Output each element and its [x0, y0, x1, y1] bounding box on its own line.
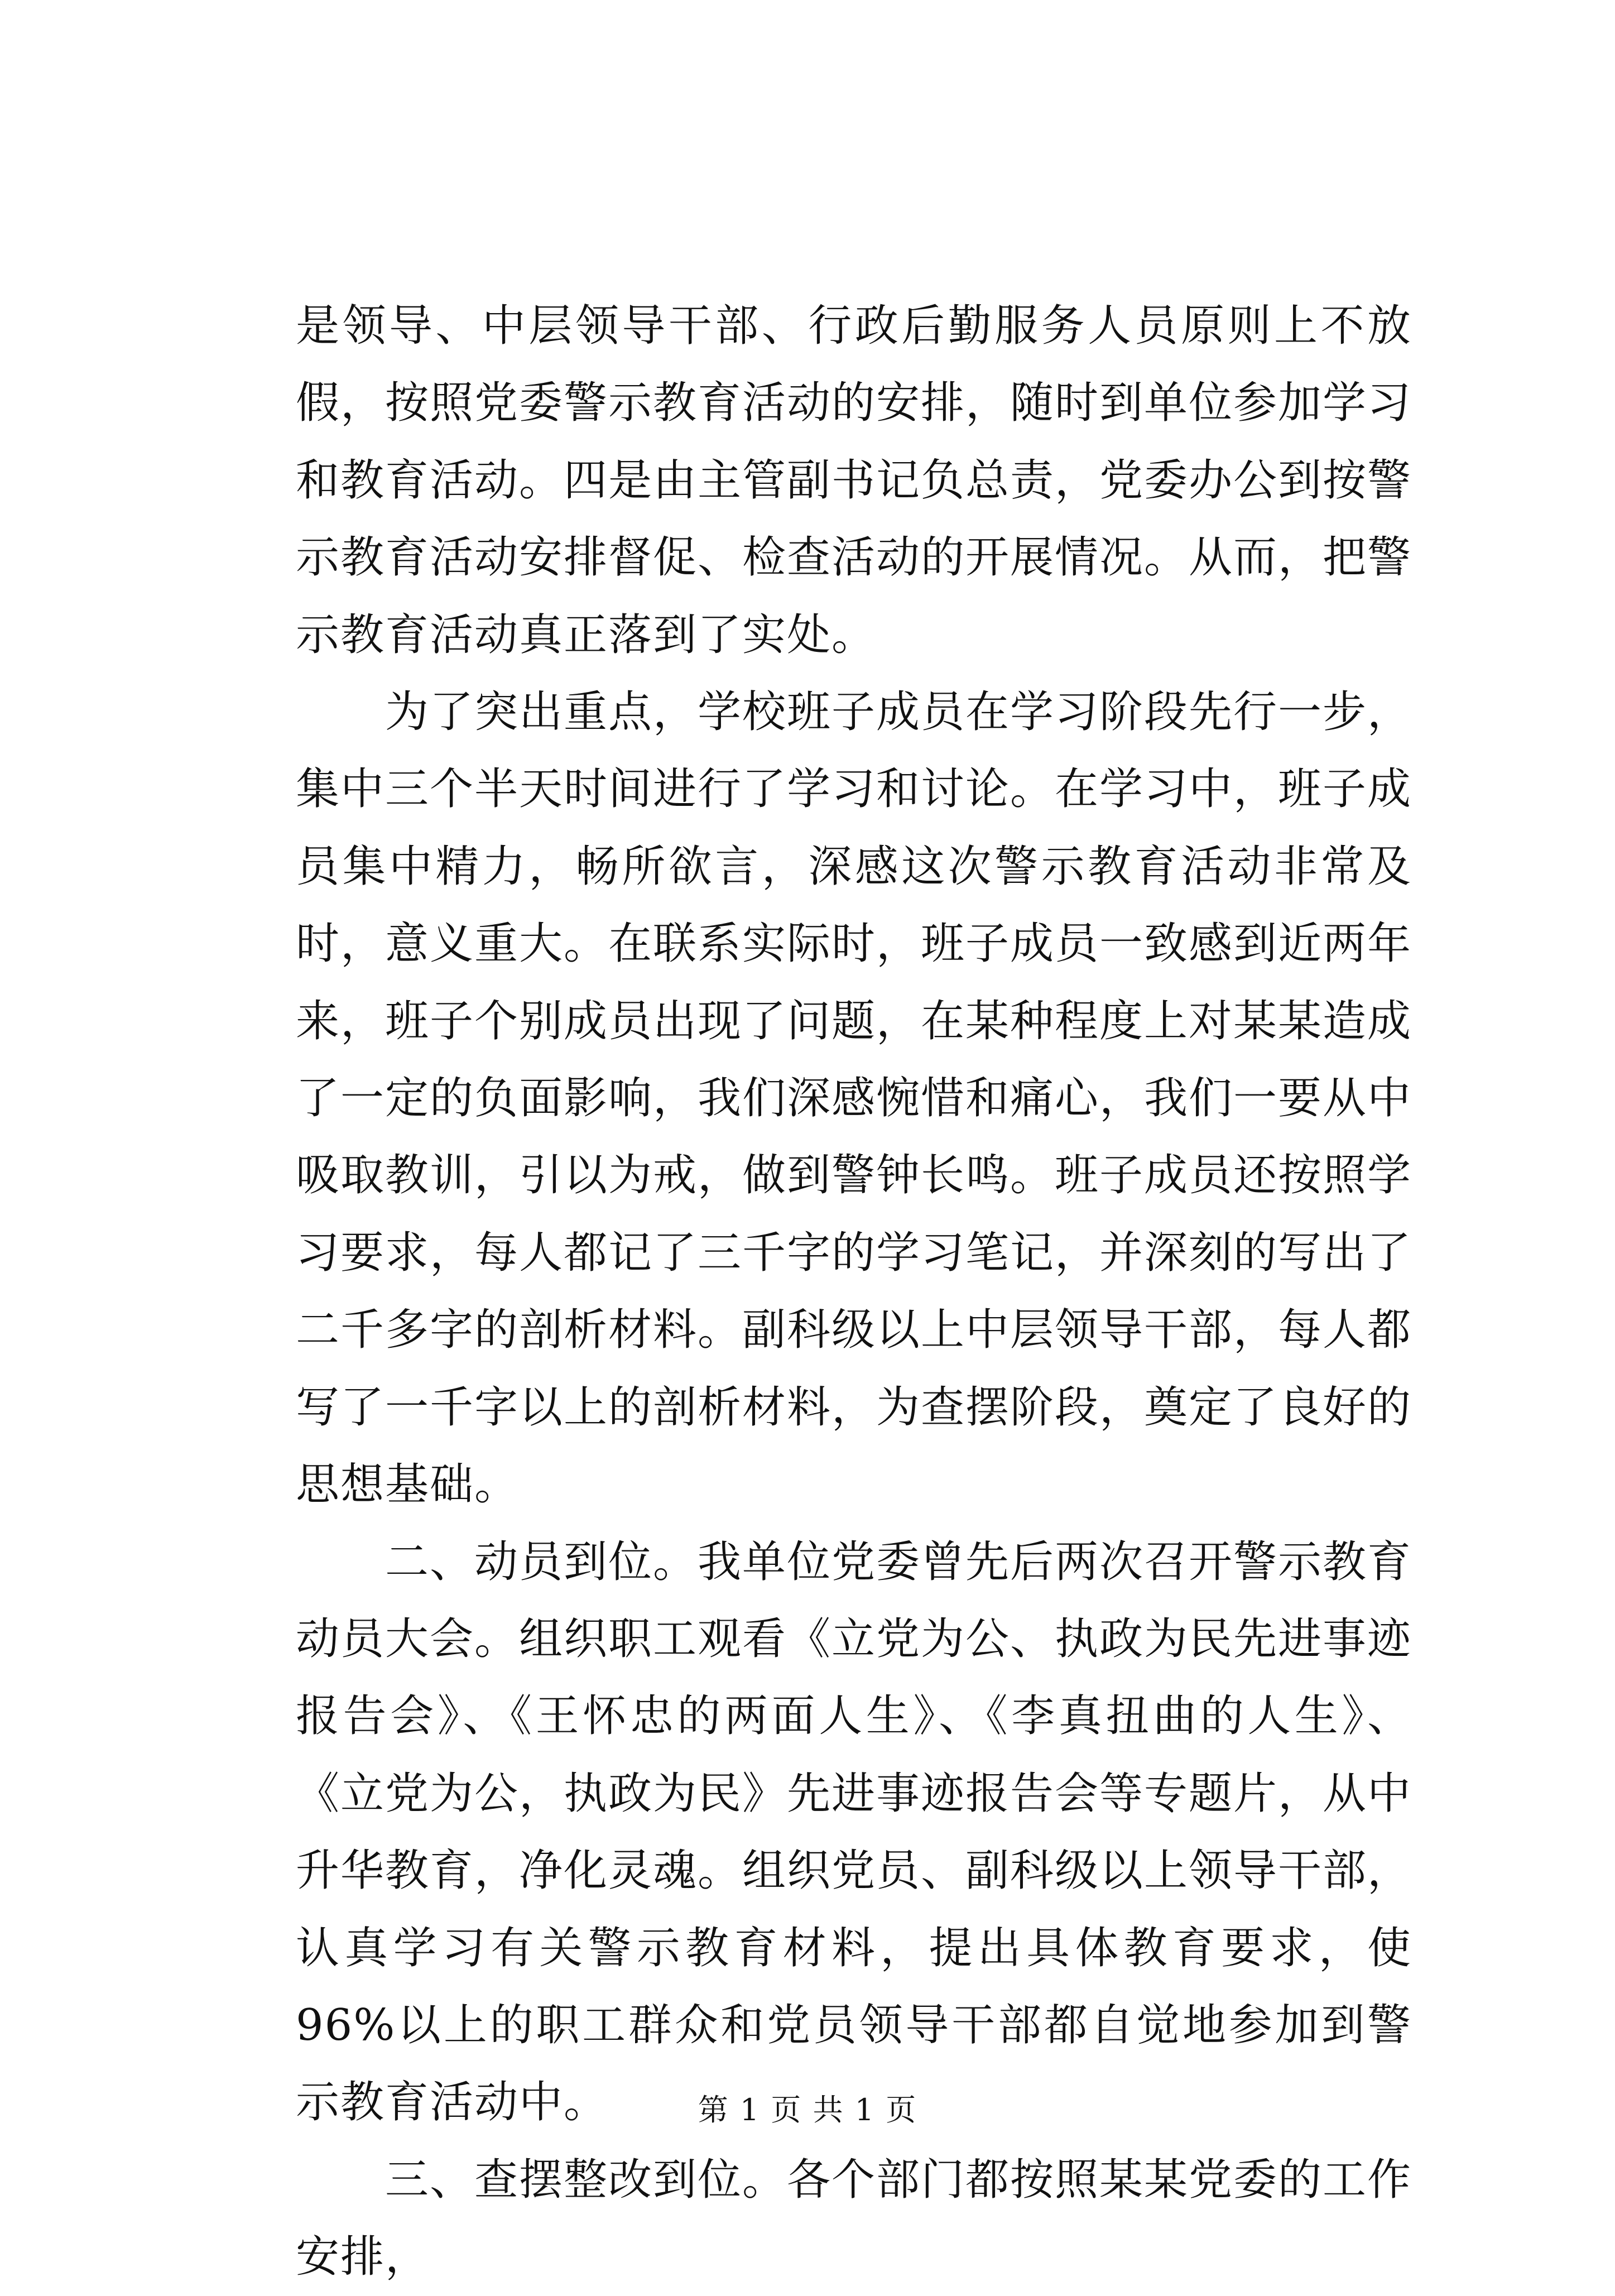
paragraph-rectification: 三、查摆整改到位。各个部门都按照某某党委的工作安排， [296, 2154, 1412, 2283]
page-number-footer: 第 1 页 共 1 页 [698, 2092, 917, 2127]
paragraph-study: 为了突出重点，学校班子成员在学习阶段先行一步，集中三个半天时间进行了学习和讨论。在学习中，班子成员集中精力，畅所欲言，深感这次警示教育活动非常及时，意义重大。在联系实际时，班子成员一致感到近两年来，班子个别成员出现了问题，在某种程度上对某某造成了一定的负面影响，我们深感惋惜和痛心，我们一要从中吸取教训，引以为戒，做到警钟长鸣。班子成员还按照学习要求，每人都记了三千字的学习笔记，并深刻的写出了二千多字的剖析材料。副科级以上中层领导干部，每人都写了一千字以上的剖析材料，为查摆阶段，奠定了良好的思想基础。 [296, 687, 1412, 1510]
document-body [296, 287, 1412, 2296]
paragraph-continuation: 是领导、中层领导干部、行政后勤服务人员原则上不放假，按照党委警示教育活动的安排，随时到单位参加学习和教育活动。四是由主管副书记负总责，党委办公到按警示教育活动安排督促、检查活动的开展情况。从而，把警示教育活动真正落到了实处。 [296, 301, 1412, 660]
paragraph-mobilization: 二、动员到位。我单位党委曾先后两次召开警示教育动员大会。组织职工观看《立党为公、执政为民先进事迹报告会》、《王怀忠的两面人生》、《李真扭曲的人生》、《立党为公，执政为民》先进事迹报告会等专题片，从中升华教育，净化灵魂。组织党员、副科级以上领导干部，认真学习有关警示教育材料，提出具体教育要求，使96%以上的职工群众和党员领导干部都自觉地参加到警示教育活动中。 [296, 1536, 1412, 2128]
